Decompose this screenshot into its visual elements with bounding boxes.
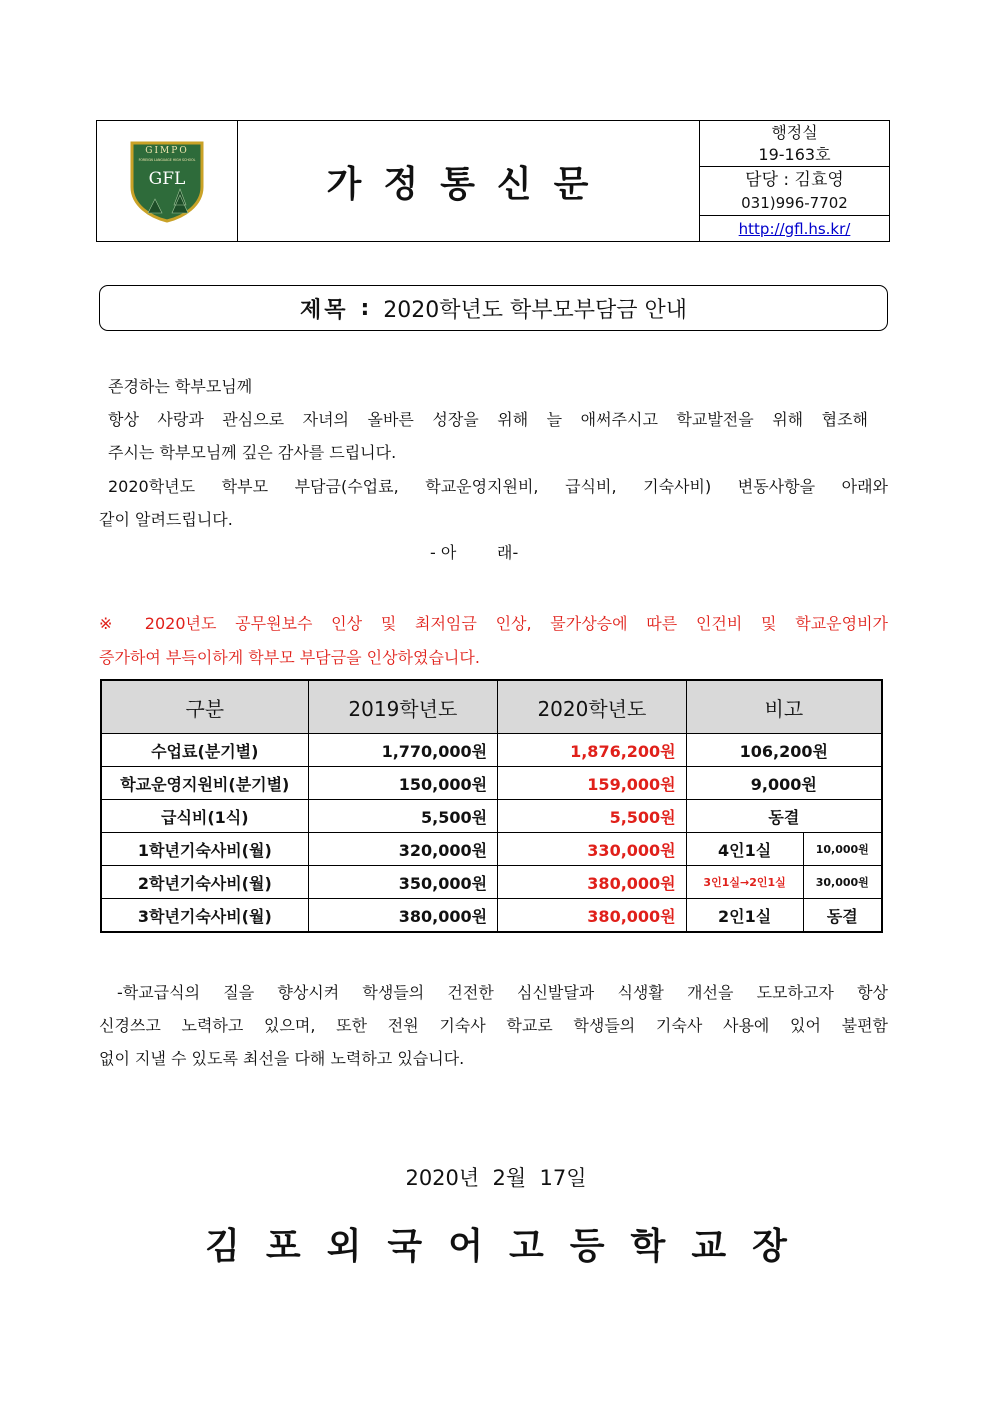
office-name: 행정실	[771, 122, 818, 142]
logo-initials: GFL	[148, 169, 186, 189]
document-title: 가정통신문	[238, 121, 700, 241]
letter-date: 2020년 2월 17일	[405, 1166, 587, 1190]
logo-top-text: GIMPO	[145, 146, 189, 156]
row-item: 1학년기숙사비(월)	[101, 833, 308, 866]
row-item: 급식비(1식)	[101, 800, 308, 833]
row-room-type: 3인1실→2인1실	[686, 866, 803, 899]
phone-number: 031)996-7702	[741, 194, 848, 212]
row-item: 수업료(분기별)	[101, 734, 308, 767]
row-increase: 30,000원	[803, 866, 882, 899]
office-block	[700, 121, 889, 167]
row-2020: 380,000원	[498, 899, 687, 933]
row-2020: 1,876,200원	[498, 734, 687, 767]
contact-person: 담당 : 김효영	[745, 170, 844, 190]
row-2020: 380,000원	[498, 866, 687, 899]
notice-line-2: 증가하여 부득이하게 학부모 부담금을 인상하였습니다.	[99, 648, 480, 667]
school-signature: 김포외국어고등학교장	[205, 1226, 813, 1267]
notice-line-1: ※ 2020년도 공무원보수 인상 및 최저임금 인상, 물가상승에 따른 인건비 및 학교운영비가	[99, 614, 888, 633]
closing-line-1: -학교급식의 질을 향상시켜 학생들의 건전한 심신발달과 식생활 개선을 도모하고자 항상	[117, 983, 888, 1002]
row-item: 학교운영지원비(분기별)	[101, 767, 308, 800]
header-remarks: 비고	[686, 680, 882, 734]
row-note: 동결	[686, 800, 882, 833]
table-row	[101, 767, 882, 800]
logo-cell	[97, 121, 238, 241]
row-increase: 10,000원	[803, 833, 882, 866]
table-row	[101, 800, 882, 833]
letter-header	[96, 120, 890, 242]
row-item: 3학년기숙사비(월)	[101, 899, 308, 933]
school-url-link[interactable]: http://gfl.hs.kr/	[738, 219, 851, 238]
row-2019: 380,000원	[308, 899, 498, 933]
row-2019: 1,770,000원	[308, 734, 498, 767]
subject-colon: :	[360, 295, 370, 321]
paragraph-1-line-1: 항상 사랑과 관심으로 자녀의 올바른 성장을 위해 늘 애써주시고 학교발전을 위해 협조해	[108, 410, 868, 429]
doc-number: 19-163호	[758, 144, 831, 164]
office-info	[700, 121, 889, 241]
below-heading: - 아 래-	[430, 543, 519, 562]
row-increase: 동결	[803, 899, 882, 933]
header-2020: 2020학년도	[498, 680, 687, 734]
contact-block	[700, 167, 889, 216]
closing-line-2: 신경쓰고 노력하고 있으며, 또한 전원 기숙사 학교로 학생들의 기숙사 사용에 있어 불편함	[99, 1016, 888, 1035]
row-2019: 5,500원	[308, 800, 498, 833]
logo-sub-text: FOREIGN LANGUAGE HIGH SCHOOL	[138, 158, 196, 162]
row-note: 106,200원	[686, 734, 882, 767]
row-2019: 350,000원	[308, 866, 498, 899]
subject-label: 제목	[299, 297, 349, 323]
row-2020: 330,000원	[498, 833, 687, 866]
table-row	[101, 734, 882, 767]
header-2019: 2019학년도	[308, 680, 498, 734]
paragraph-1-line-2: 주시는 학부모님께 깊은 감사를 드립니다.	[108, 443, 397, 462]
row-2020: 159,000원	[498, 767, 687, 800]
row-2020: 5,500원	[498, 800, 687, 833]
school-logo	[128, 139, 206, 223]
table-row	[101, 833, 882, 866]
header-category: 구분	[101, 680, 308, 734]
paragraph-2-line-2: 같이 알려드립니다.	[99, 510, 233, 529]
table-header-row	[101, 680, 882, 734]
url-block	[700, 216, 889, 241]
row-2019: 320,000원	[308, 833, 498, 866]
fee-table	[100, 679, 883, 933]
closing-line-3: 없이 지낼 수 있도록 최선을 다해 노력하고 있습니다.	[99, 1049, 465, 1068]
subject-text: 2020학년도 학부모부담금 안내	[383, 297, 688, 323]
row-item: 2학년기숙사비(월)	[101, 866, 308, 899]
row-room-type: 4인1실	[686, 833, 803, 866]
table-row	[101, 899, 882, 933]
paragraph-2-line-1: 2020학년도 학부모 부담금(수업료, 학교운영지원비, 급식비, 기숙사비) 변동사항을 아래와	[108, 477, 888, 496]
subject-box	[99, 285, 888, 331]
greeting: 존경하는 학부모님께	[108, 377, 253, 396]
row-room-type: 2인1실	[686, 899, 803, 933]
row-note: 9,000원	[686, 767, 882, 800]
row-2019: 150,000원	[308, 767, 498, 800]
table-row	[101, 866, 882, 899]
